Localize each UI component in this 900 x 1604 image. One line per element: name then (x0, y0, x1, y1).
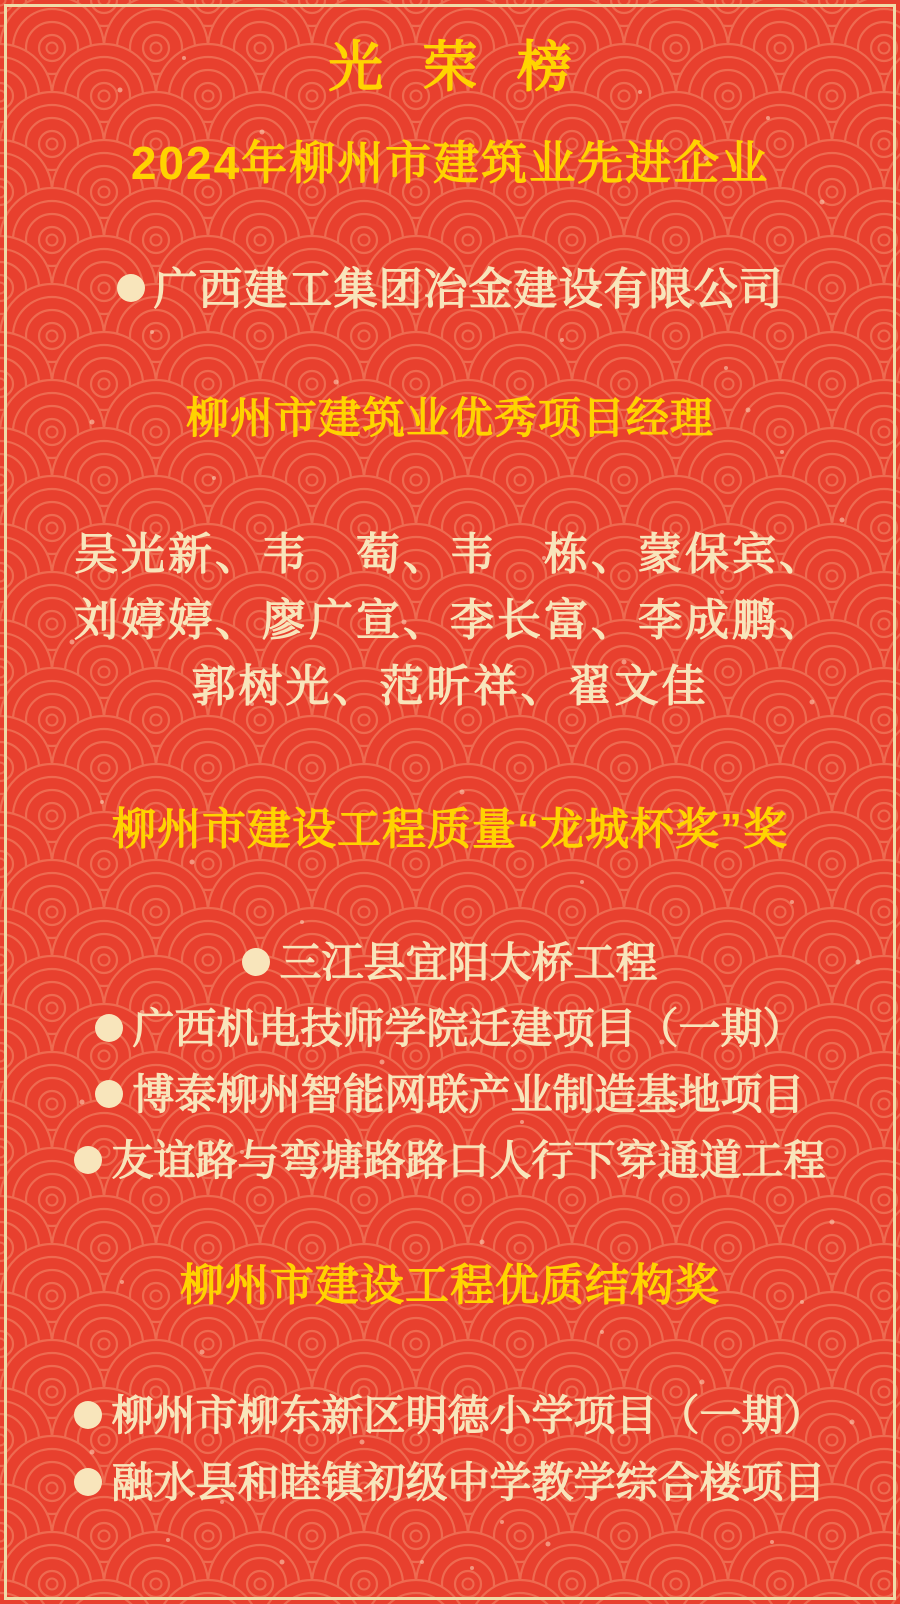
bullet-icon (74, 1468, 102, 1496)
award-item-label: 融水县和睦镇初级中学教学综合楼项目 (111, 1459, 826, 1506)
heading-structure-award: 柳州市建设工程优质结构奖 (180, 1261, 720, 1310)
award-item (0, 930, 900, 996)
company-name: 广西建工集团冶金建设有限公司 (153, 265, 784, 314)
name-line: 吴光新、韦 萄、韦 栋、蒙保宾、 (74, 530, 826, 579)
award-item (0, 1449, 900, 1516)
award-item-label: 柳州市柳东新区明德小学项目（一期） (111, 1392, 826, 1439)
bullet-icon (95, 1014, 123, 1042)
award-item (0, 996, 900, 1062)
award-item (0, 1062, 900, 1128)
project-manager-names (0, 522, 900, 720)
page-title: 光 荣 榜 (328, 36, 584, 98)
heading-quality-award: 柳州市建设工程质量“龙城杯奖”奖 (112, 805, 788, 854)
award-item (0, 1128, 900, 1194)
heading-advanced-enterprise: 2024年柳州市建筑业先进企业 (130, 137, 770, 189)
name-line: 刘婷婷、廖广宣、李长富、李成鹏、 (74, 596, 826, 645)
award-item-label: 博泰柳州智能网联产业制造基地项目 (132, 1071, 805, 1118)
bullet-icon (117, 274, 145, 302)
quality-award-list (0, 930, 900, 1194)
award-item-label: 三江县宜阳大桥工程 (279, 939, 658, 986)
bullet-icon (242, 948, 270, 976)
award-item (0, 1382, 900, 1449)
award-item-label: 友谊路与弯塘路路口人行下穿通道工程 (111, 1137, 826, 1184)
bullet-icon (74, 1401, 102, 1429)
name-line: 郭树光、范昕祥、翟文佳 (191, 662, 709, 711)
bullet-icon (95, 1080, 123, 1108)
structure-award-list (0, 1382, 900, 1516)
award-item-label: 广西机电技师学院迁建项目（一期） (132, 1005, 805, 1052)
heading-project-manager: 柳州市建筑业优秀项目经理 (186, 395, 714, 443)
bullet-icon (74, 1146, 102, 1174)
company-item (0, 266, 900, 314)
